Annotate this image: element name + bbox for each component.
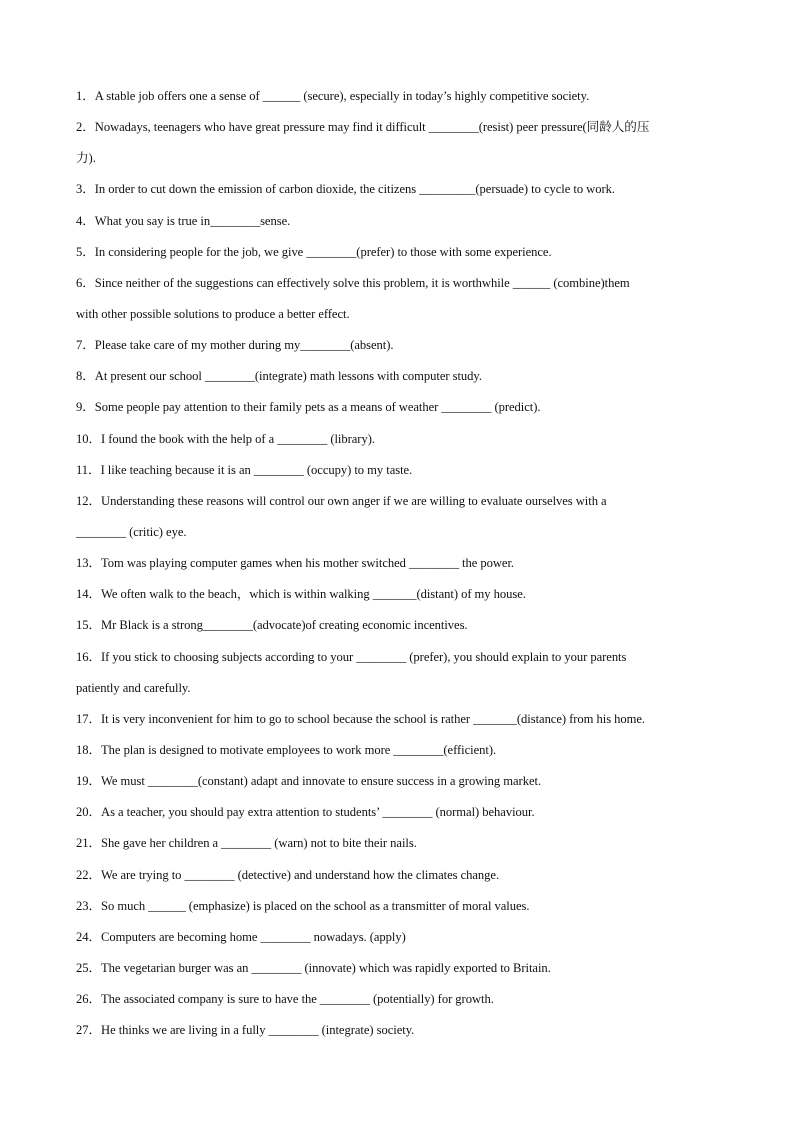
- exercise-line: 16．If you stick to choosing subjects according to your ________ (prefer), you should explain to your parents: [76, 649, 627, 664]
- exercise-line: 26．The associated company is sure to have the ________ (potentially) for growth.: [76, 992, 494, 1007]
- exercise-line: 15．Mr Black is a strong________(advocate)of creating economic incentives.: [76, 618, 468, 633]
- exercise-line: 18．The plan is designed to motivate employees to work more ________(efficient).: [76, 742, 497, 757]
- exercise-line: 10．I found the book with the help of a ________ (library).: [76, 431, 375, 446]
- exercise-line: 2．Nowadays, teenagers who have great pressure may find it difficult ________(resist) peer pressure(同龄人的压: [76, 120, 650, 135]
- exercise-line: 7．Please take care of my mother during my________(absent).: [76, 338, 394, 353]
- exercise-line: 24．Computers are becoming home ________ nowadays. (apply): [76, 929, 406, 944]
- exercise-line: 5．In considering people for the job, we give ________(prefer) to those with some experience.: [76, 244, 552, 259]
- exercise-line: 8．At present our school ________(integrate) math lessons with computer study.: [76, 369, 482, 384]
- exercise-line: 11．I like teaching because it is an ________ (occupy) to my taste.: [76, 462, 413, 477]
- exercise-line: 9．Some people pay attention to their family pets as a means of weather ________ (predict).: [76, 400, 541, 415]
- exercise-line: 27．He thinks we are living in a fully ________ (integrate) society.: [76, 1023, 415, 1038]
- exercise-line: 19．We must ________(constant) adapt and innovate to ensure success in a growing market.: [76, 774, 542, 789]
- exercise-line: 22．We are trying to ________ (detective) and understand how the climates change.: [76, 867, 500, 882]
- exercise-line: 14．We often walk to the beach，which is within walking _______(distant) of my house.: [76, 587, 526, 602]
- exercise-line: 21．She gave her children a ________ (warn) not to bite their nails.: [76, 836, 417, 851]
- exercise-line: 13．Tom was playing computer games when his mother switched ________ the power.: [76, 556, 515, 571]
- exercise-list: [76, 81, 726, 1046]
- exercise-line: 20．As a teacher, you should pay extra attention to students’ ________ (normal) behaviour.: [76, 805, 535, 820]
- exercise-line: 3．In order to cut down the emission of carbon dioxide, the citizens _________(persuade) to cycle to work.: [76, 182, 615, 197]
- exercise-line: 6．Since neither of the suggestions can effectively solve this problem, it is worthwhile ______ (combine)them: [76, 275, 630, 290]
- exercise-line: 25．The vegetarian burger was an ________ (innovate) which was rapidly exported to Britain.: [76, 960, 551, 975]
- exercise-line: 4．What you say is true in________sense.: [76, 213, 291, 228]
- exercise-line-continuation: with other possible solutions to produce a better effect.: [76, 306, 350, 321]
- exercise-line: 12．Understanding these reasons will control our own anger if we are willing to evaluate ourselves with a: [76, 493, 607, 508]
- exercise-line-continuation: patiently and carefully.: [76, 680, 191, 695]
- exercise-line-continuation: 力).: [76, 151, 96, 166]
- exercise-line: 17．It is very inconvenient for him to go to school because the school is rather _______(distance) from his home.: [76, 711, 646, 726]
- exercise-line-continuation: ________ (critic) eye.: [76, 524, 187, 539]
- exercise-line: 1．A stable job offers one a sense of ______ (secure), especially in today’s highly competitive society.: [76, 89, 590, 103]
- exercise-line: 23．So much ______ (emphasize) is placed on the school as a transmitter of moral values.: [76, 898, 530, 913]
